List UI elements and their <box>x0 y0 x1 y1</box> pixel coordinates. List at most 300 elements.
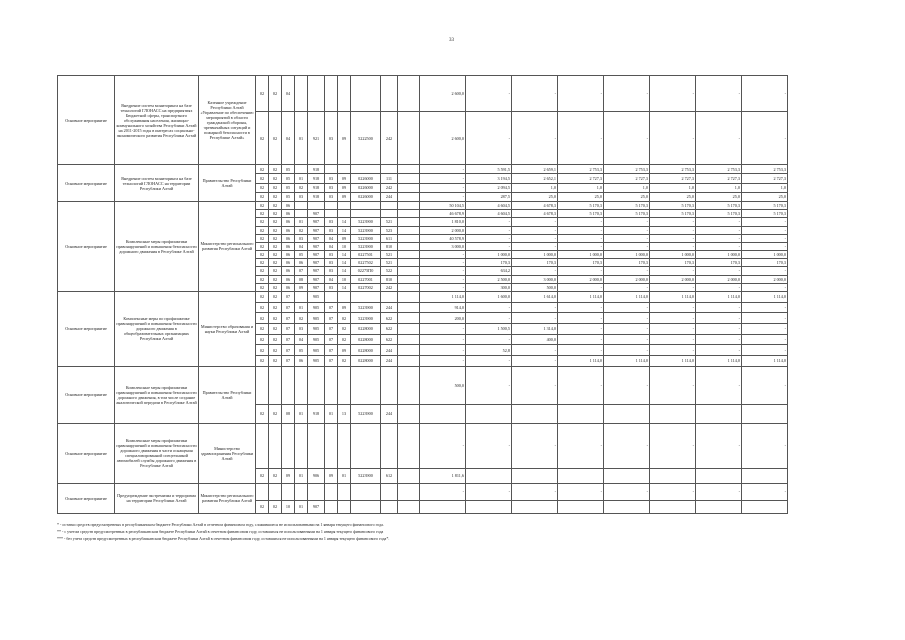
code-cell: 5223900 <box>351 226 381 234</box>
code-cell: 02 <box>256 259 269 267</box>
value-cell <box>650 500 696 513</box>
value-cell: - <box>512 345 558 356</box>
code-cell: 02 <box>256 226 269 234</box>
value-cell: - <box>604 226 650 234</box>
value-cell: - <box>558 76 604 112</box>
code-cell <box>381 165 398 174</box>
value-cell: - <box>696 324 742 335</box>
code-cell: 907 <box>308 500 325 513</box>
code-cell: 14 <box>338 226 351 234</box>
value-cell: - <box>604 302 650 313</box>
code-cell: 907 <box>308 275 325 283</box>
value-cell: - <box>742 226 788 234</box>
code-cell: 905 <box>308 324 325 335</box>
value-cell: - <box>420 165 466 174</box>
value-cell: 170,3 <box>512 259 558 267</box>
value-cell: 5 591,5 <box>466 165 512 174</box>
value-cell: 1,0 <box>558 183 604 192</box>
code-cell: 02 <box>269 500 282 513</box>
value-cell: - <box>558 242 604 250</box>
group-executor: Министерство здравоохранения Республики Алтай <box>199 423 256 483</box>
code-cell <box>381 202 398 210</box>
code-cell: 09 <box>338 112 351 165</box>
code-cell <box>338 76 351 112</box>
value-cell: - <box>512 366 558 404</box>
code-cell: 612 <box>381 468 398 483</box>
code-cell <box>295 366 308 404</box>
value-cell: - <box>650 423 696 468</box>
code-cell: 907 <box>308 267 325 275</box>
value-cell: - <box>512 218 558 226</box>
value-cell <box>512 404 558 423</box>
code-cell: 02 <box>338 313 351 324</box>
code-cell: 03 <box>325 226 338 234</box>
code-cell: 06 <box>295 259 308 267</box>
code-cell: 03 <box>325 174 338 183</box>
value-cell: 2 094,5 <box>466 183 512 192</box>
code-cell <box>308 202 325 210</box>
value-cell: - <box>558 366 604 404</box>
value-cell: - <box>696 313 742 324</box>
value-cell <box>420 404 466 423</box>
code-cell: 0226000 <box>351 183 381 192</box>
code-cell: 905 <box>308 313 325 324</box>
code-cell: 07 <box>325 345 338 356</box>
code-cell <box>381 483 398 500</box>
value-cell: 2 000,0 <box>696 275 742 283</box>
value-cell: - <box>420 356 466 367</box>
value-cell: 4 678,3 <box>512 210 558 218</box>
code-cell: 02 <box>256 324 269 335</box>
value-cell: 2 000,0 <box>650 275 696 283</box>
value-cell: 52,8 <box>466 345 512 356</box>
code-cell <box>351 291 381 302</box>
value-cell: 5 170,3 <box>742 210 788 218</box>
code-cell: 04 <box>295 242 308 250</box>
value-cell: - <box>604 423 650 468</box>
value-cell <box>604 468 650 483</box>
code-cell: 810 <box>381 275 398 283</box>
code-cell: 02 <box>256 356 269 367</box>
group-type: Основное мероприятие <box>58 291 115 366</box>
table-row <box>58 165 788 174</box>
code-cell: 06 <box>282 251 295 259</box>
code-cell: 611 <box>381 234 398 242</box>
value-cell <box>398 366 420 404</box>
code-cell: 06 <box>295 356 308 367</box>
group-type: Основное мероприятие <box>58 76 115 165</box>
code-cell: 06 <box>282 267 295 275</box>
value-cell: 5 170,3 <box>650 210 696 218</box>
code-cell <box>338 483 351 500</box>
value-cell: - <box>420 423 466 468</box>
value-cell: 2 000,0 <box>604 275 650 283</box>
code-cell: 03 <box>295 192 308 201</box>
value-cell: - <box>604 366 650 404</box>
value-cell: - <box>650 226 696 234</box>
code-cell: 918 <box>308 165 325 174</box>
code-cell: 02 <box>256 242 269 250</box>
value-cell: - <box>650 334 696 345</box>
value-cell: 914,0 <box>420 302 466 313</box>
code-cell: 09 <box>338 234 351 242</box>
code-cell: 02 <box>269 251 282 259</box>
code-cell: 244 <box>381 356 398 367</box>
code-cell: 02 <box>256 500 269 513</box>
code-cell: 918 <box>308 404 325 423</box>
code-cell <box>338 210 351 218</box>
code-cell: 09 <box>338 192 351 201</box>
value-cell: 170,3 <box>742 259 788 267</box>
value-cell: - <box>742 112 788 165</box>
code-cell: 14 <box>338 259 351 267</box>
value-cell: 287,5 <box>466 192 512 201</box>
value-cell: 1 114,0 <box>558 291 604 302</box>
value-cell: 1 600,0 <box>466 291 512 302</box>
value-cell <box>742 468 788 483</box>
code-cell: 5223900 <box>351 302 381 313</box>
value-cell <box>604 404 650 423</box>
code-cell: 907 <box>308 218 325 226</box>
value-cell: 5 170,3 <box>742 202 788 210</box>
value-cell: 50 104,5 <box>420 202 466 210</box>
value-cell: 5 170,3 <box>696 210 742 218</box>
value-cell: - <box>742 483 788 500</box>
value-cell: 1 000,0 <box>604 251 650 259</box>
value-cell <box>398 483 420 500</box>
code-cell: 03 <box>325 192 338 201</box>
code-cell <box>269 483 282 500</box>
code-cell: 01 <box>295 468 308 483</box>
code-cell: 0228000 <box>351 324 381 335</box>
value-cell: 25,0 <box>558 192 604 201</box>
value-cell: - <box>512 267 558 275</box>
code-cell: 01 <box>325 404 338 423</box>
code-cell <box>325 210 338 218</box>
footnote: *** - без учета средств предусмотренных в республиканском бюджете Республики Алтай в отчетном финансовом году, оставшихся не использованными на 1 января текущего финансового года*. <box>57 536 390 541</box>
code-cell: 01 <box>295 500 308 513</box>
value-cell: - <box>604 112 650 165</box>
value-cell: - <box>512 423 558 468</box>
code-cell: 09 <box>325 468 338 483</box>
value-cell <box>398 313 420 324</box>
code-cell: 5223900 <box>351 218 381 226</box>
code-cell: 0227502 <box>351 259 381 267</box>
code-cell: 02 <box>256 76 269 112</box>
code-cell: 521 <box>381 218 398 226</box>
group-executor: Министерство регионального развития Республики Алтай <box>199 483 256 513</box>
code-cell: 02 <box>269 202 282 210</box>
value-cell: 1 114,0 <box>742 356 788 367</box>
code-cell: 02 <box>256 192 269 201</box>
value-cell <box>398 302 420 313</box>
value-cell: 2 727,3 <box>742 174 788 183</box>
value-cell: - <box>420 345 466 356</box>
value-cell: 2 000,0 <box>742 275 788 283</box>
code-cell: 02 <box>269 242 282 250</box>
code-cell: 02 <box>338 324 351 335</box>
value-cell: 25,0 <box>650 192 696 201</box>
code-cell: 09 <box>295 283 308 291</box>
value-cell <box>398 226 420 234</box>
value-cell: 1 114,0 <box>420 291 466 302</box>
value-cell: - <box>742 234 788 242</box>
code-cell <box>338 165 351 174</box>
value-cell <box>420 500 466 513</box>
value-cell: - <box>466 334 512 345</box>
code-cell: 02 <box>269 174 282 183</box>
code-cell: 05 <box>295 345 308 356</box>
value-cell: - <box>512 234 558 242</box>
value-cell: 1 314,0 <box>512 324 558 335</box>
code-cell: 02 <box>256 234 269 242</box>
value-cell: - <box>466 226 512 234</box>
code-cell <box>351 76 381 112</box>
code-cell: 244 <box>381 192 398 201</box>
value-cell: 4 604,5 <box>466 210 512 218</box>
code-cell <box>256 423 269 468</box>
value-cell: - <box>466 242 512 250</box>
code-cell: 02 <box>269 259 282 267</box>
value-cell: - <box>742 76 788 112</box>
code-cell <box>338 423 351 468</box>
value-cell: 5 170,3 <box>604 202 650 210</box>
value-cell: - <box>512 76 558 112</box>
value-cell <box>398 165 420 174</box>
code-cell: 02 <box>256 183 269 192</box>
group-name: Комплексные меры профилактики правонарушений и повышения безопасности дорожного движения, в том числе создание аналитической передачи в Республике Алтай <box>115 366 199 423</box>
code-cell: 06 <box>282 226 295 234</box>
code-cell: 01 <box>295 302 308 313</box>
value-cell: - <box>604 345 650 356</box>
table-row <box>58 423 788 468</box>
value-cell: - <box>696 218 742 226</box>
code-cell: 06 <box>282 202 295 210</box>
value-cell: - <box>650 366 696 404</box>
value-cell: 1 500,5 <box>466 324 512 335</box>
code-cell: 918 <box>308 174 325 183</box>
value-cell <box>398 210 420 218</box>
value-cell <box>398 174 420 183</box>
value-cell <box>466 500 512 513</box>
value-cell: - <box>604 283 650 291</box>
code-cell: 906 <box>308 468 325 483</box>
code-cell <box>351 366 381 404</box>
code-cell: 244 <box>381 345 398 356</box>
group-name: Внедрение систем мониторинга на базе технологий ГЛОНАСС на предприятиях Бюджетной сферы, транспортного обслуживания населения, жилищно-коммунального хозяйства Республики Алтай на 2011-2015 годы в интересах социально-экономического развития Республики Алтай <box>115 76 199 165</box>
value-cell: 1 810,0 <box>420 218 466 226</box>
value-cell: 3 000,0 <box>420 242 466 250</box>
code-cell: 02 <box>338 334 351 345</box>
value-cell: - <box>558 234 604 242</box>
code-cell: 522 <box>381 267 398 275</box>
code-cell: 04 <box>282 112 295 165</box>
group-name: Комплексные меры по профилактике правонарушений и повышения безопасности дорожного движения в общеобразовательных организациях Республики Алтай <box>115 291 199 366</box>
code-cell: 905 <box>308 334 325 345</box>
value-cell: - <box>420 483 466 500</box>
code-cell <box>351 483 381 500</box>
group-executor: Правительство Республики Алтай <box>199 165 256 202</box>
code-cell: 5223900 <box>351 313 381 324</box>
code-cell: 06 <box>282 242 295 250</box>
code-cell <box>269 423 282 468</box>
value-cell: - <box>696 366 742 404</box>
group-type: Основное мероприятие <box>58 202 115 292</box>
code-cell: 02 <box>269 291 282 302</box>
code-cell: 07 <box>282 324 295 335</box>
code-cell: 10 <box>338 242 351 250</box>
code-cell: 03 <box>325 267 338 275</box>
code-cell: 07 <box>295 267 308 275</box>
value-cell <box>398 345 420 356</box>
value-cell: 46 678,9 <box>420 210 466 218</box>
value-cell: 1 114,0 <box>650 356 696 367</box>
code-cell: 05 <box>282 165 295 174</box>
value-cell: - <box>512 313 558 324</box>
table-row <box>58 291 788 302</box>
value-cell: - <box>742 267 788 275</box>
value-cell: 2 727,3 <box>696 174 742 183</box>
value-cell: 2 727,3 <box>604 174 650 183</box>
value-cell: - <box>696 302 742 313</box>
value-cell: - <box>650 112 696 165</box>
code-cell <box>338 500 351 513</box>
code-cell: 07 <box>325 313 338 324</box>
code-cell <box>338 366 351 404</box>
value-cell <box>398 283 420 291</box>
code-cell: 06 <box>282 259 295 267</box>
code-cell: 5222500 <box>351 112 381 165</box>
value-cell <box>398 183 420 192</box>
value-cell: 200,0 <box>420 313 466 324</box>
code-cell: 02 <box>269 334 282 345</box>
value-cell: 4 678,3 <box>512 202 558 210</box>
value-cell: - <box>650 483 696 500</box>
value-cell <box>696 468 742 483</box>
value-cell: - <box>650 313 696 324</box>
value-cell: 500,0 <box>420 366 466 404</box>
code-cell: 03 <box>295 234 308 242</box>
code-cell <box>308 483 325 500</box>
value-cell: 1 114,0 <box>650 291 696 302</box>
value-cell: - <box>420 324 466 335</box>
code-cell: 907 <box>308 283 325 291</box>
value-cell: 1 114,0 <box>558 356 604 367</box>
value-cell <box>650 404 696 423</box>
value-cell: - <box>466 483 512 500</box>
value-cell: - <box>420 267 466 275</box>
code-cell: 907 <box>308 242 325 250</box>
code-cell <box>381 423 398 468</box>
value-cell: - <box>650 302 696 313</box>
value-cell: - <box>650 283 696 291</box>
code-cell: 07 <box>282 345 295 356</box>
value-cell: - <box>604 76 650 112</box>
code-cell: 02 <box>256 313 269 324</box>
code-cell: 09 <box>338 302 351 313</box>
value-cell <box>398 218 420 226</box>
value-cell: - <box>742 324 788 335</box>
code-cell <box>308 423 325 468</box>
code-cell: 5223900 <box>351 242 381 250</box>
value-cell: 400,0 <box>512 334 558 345</box>
value-cell: 2 753,3 <box>558 165 604 174</box>
code-cell: 02 <box>269 275 282 283</box>
value-cell: 1,0 <box>604 183 650 192</box>
value-cell: - <box>558 112 604 165</box>
code-cell: 02 <box>269 234 282 242</box>
value-cell: - <box>742 345 788 356</box>
value-cell: 1 114,0 <box>604 356 650 367</box>
value-cell <box>696 500 742 513</box>
value-cell: 25,0 <box>604 192 650 201</box>
value-cell: - <box>650 345 696 356</box>
value-cell: - <box>650 242 696 250</box>
value-cell: - <box>420 259 466 267</box>
code-cell: 907 <box>308 234 325 242</box>
code-cell: 06 <box>282 283 295 291</box>
value-cell: 1 614,0 <box>512 291 558 302</box>
code-cell: 0226000 <box>351 192 381 201</box>
table-row <box>58 202 788 210</box>
code-cell: 905 <box>308 291 325 302</box>
value-cell: - <box>696 76 742 112</box>
value-cell: 1,0 <box>696 183 742 192</box>
value-cell: - <box>558 345 604 356</box>
code-cell: 02 <box>269 76 282 112</box>
code-cell: 03 <box>325 183 338 192</box>
value-cell: - <box>650 324 696 335</box>
value-cell: - <box>512 242 558 250</box>
code-cell: 523 <box>381 226 398 234</box>
value-cell: - <box>696 112 742 165</box>
code-cell <box>308 366 325 404</box>
value-cell <box>604 500 650 513</box>
value-cell: - <box>650 218 696 226</box>
value-cell: - <box>558 423 604 468</box>
footnotes <box>57 521 757 542</box>
value-cell: - <box>558 302 604 313</box>
value-cell: - <box>650 76 696 112</box>
value-cell: - <box>604 242 650 250</box>
footnote: * - остатки средств предусмотренных в республиканском бюджете Республики Алтай в отчетном финансовом году, сложившиеся не использованными на 1 января текущего финансового года. <box>57 522 384 527</box>
code-cell <box>282 483 295 500</box>
value-cell: 634,2 <box>466 267 512 275</box>
value-cell: 3 000,0 <box>512 275 558 283</box>
value-cell: 2 727,3 <box>650 174 696 183</box>
code-cell: 0227501 <box>351 251 381 259</box>
value-cell <box>398 202 420 210</box>
table-row <box>58 76 788 112</box>
code-cell: 5223900 <box>351 404 381 423</box>
code-cell: 03 <box>295 324 308 335</box>
value-cell: 2 753,3 <box>696 165 742 174</box>
code-cell: 5223900 <box>351 468 381 483</box>
value-cell: - <box>558 334 604 345</box>
value-cell <box>466 468 512 483</box>
value-cell: - <box>420 283 466 291</box>
group-type: Основное мероприятие <box>58 483 115 513</box>
value-cell: 170,3 <box>696 259 742 267</box>
value-cell: 170,3 <box>650 259 696 267</box>
value-cell: - <box>742 334 788 345</box>
value-cell: - <box>558 283 604 291</box>
value-cell: - <box>558 313 604 324</box>
code-cell: 08 <box>282 404 295 423</box>
value-cell <box>398 234 420 242</box>
code-cell <box>381 291 398 302</box>
code-cell: 905 <box>308 302 325 313</box>
